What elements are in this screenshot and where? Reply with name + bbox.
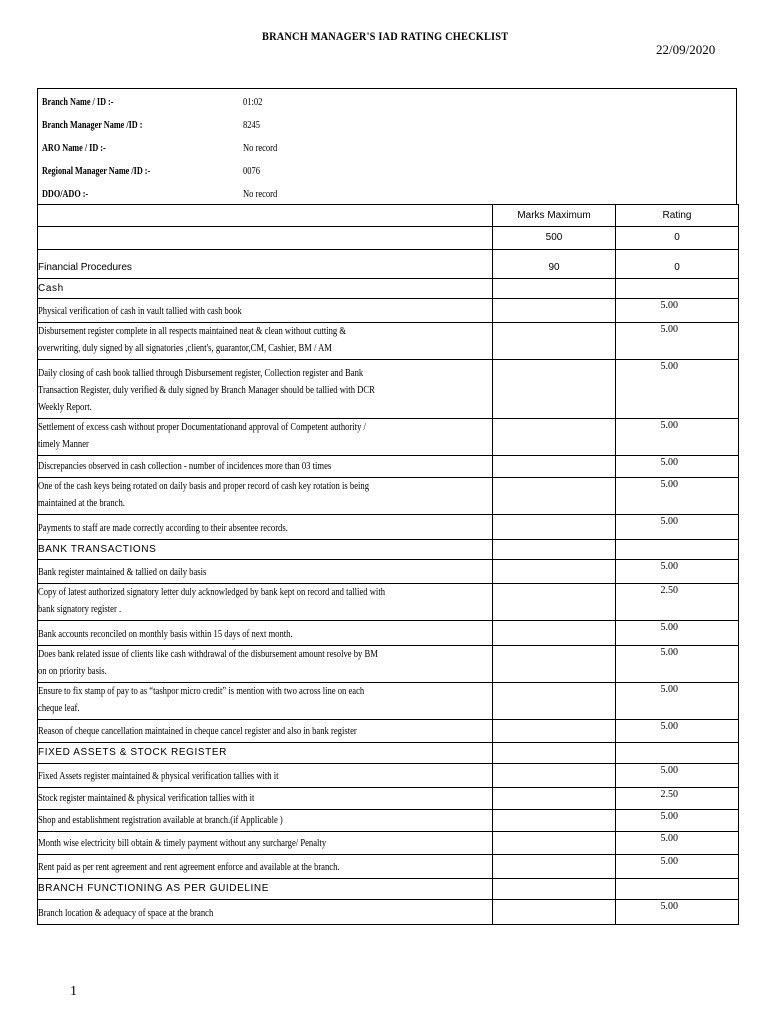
- row-max-cell: [493, 832, 616, 855]
- info-label: DDO/ADO :-: [42, 189, 89, 200]
- rating-value: 5.00: [660, 324, 678, 335]
- document-date: 22/09/2020: [656, 42, 716, 57]
- info-label: Branch Name / ID :-: [42, 97, 114, 108]
- document-title: BRANCH MANAGER'S IAD RATING CHECKLIST: [262, 31, 509, 43]
- row-max-cell: [493, 560, 616, 584]
- financial-max: 90: [493, 250, 616, 279]
- info-value: No record: [243, 143, 278, 154]
- row-description: [38, 419, 493, 456]
- row-description: [38, 299, 493, 323]
- financial-procedures-label: Financial Procedures: [38, 250, 493, 279]
- description-line: Branch location & adequacy of space at the branch: [38, 908, 214, 919]
- row-rating-cell: [616, 584, 739, 621]
- row-rating-cell: [616, 515, 739, 540]
- info-label: Branch Manager Name /ID :: [42, 120, 143, 131]
- total-max: 500: [493, 227, 616, 250]
- description-line: Weekly Report.: [38, 402, 92, 413]
- rating-value: 5.00: [660, 420, 678, 431]
- page-number: 1: [70, 984, 77, 999]
- row-description: [38, 810, 493, 832]
- row-rating-cell: [616, 299, 739, 323]
- rating-value: 5.00: [660, 765, 678, 776]
- checklist-row: [38, 419, 739, 456]
- row-rating-cell: [616, 419, 739, 456]
- info-value: No record: [243, 189, 278, 200]
- row-description: [38, 879, 493, 900]
- financial-rating: 0: [616, 250, 739, 279]
- table-cell: [38, 205, 493, 227]
- row-max-cell: [493, 419, 616, 456]
- row-max-cell: [493, 515, 616, 540]
- description-line: Reason of cheque cancellation maintained in cheque cancel register and also in bank register: [38, 726, 357, 737]
- header-rating: Rating: [616, 205, 739, 227]
- row-rating-cell: [616, 879, 739, 900]
- description-line: Rent paid as per rent agreement and rent agreement enforce and available at the branch.: [38, 862, 340, 873]
- row-rating-cell: [616, 360, 739, 419]
- row-rating-cell: [616, 832, 739, 855]
- description-line: Settlement of excess cash without proper Documentationand approval of Competent authority /: [38, 422, 366, 433]
- row-rating-cell: [616, 478, 739, 515]
- row-rating-cell: [616, 560, 739, 584]
- checklist-row: [38, 900, 739, 925]
- checklist-row: [38, 323, 739, 360]
- section-title: BANK TRANSACTIONS: [38, 543, 157, 555]
- row-max-cell: [493, 279, 616, 299]
- row-rating-cell: [616, 456, 739, 478]
- info-value: 0076: [243, 166, 260, 177]
- row-description: [38, 456, 493, 478]
- section-row: [38, 540, 739, 560]
- row-rating-cell: [616, 540, 739, 560]
- rating-value: 5.00: [660, 457, 678, 468]
- description-line: Shop and establishment registration available at branch.(if Applicable ): [38, 815, 283, 826]
- description-line: maintained at the branch.: [38, 498, 125, 509]
- row-description: [38, 743, 493, 764]
- row-description: [38, 646, 493, 683]
- row-max-cell: [493, 323, 616, 360]
- description-line: Month wise electricity bill obtain & timely payment without any surcharge/ Penalty: [38, 838, 327, 849]
- description-line: bank signatory register .: [38, 604, 122, 615]
- description-line: Bank accounts reconciled on monthly basis within 15 days of next month.: [38, 629, 293, 640]
- checklist-row: [38, 788, 739, 810]
- branch-info-box: [37, 88, 737, 205]
- checklist-row: [38, 456, 739, 478]
- row-max-cell: [493, 720, 616, 743]
- checklist-row: [38, 478, 739, 515]
- description-line: Does bank related issue of clients like cash withdrawal of the disbursement amount resolve by BM: [38, 649, 378, 660]
- description-line: Transaction Register, duly verified & duly signed by Branch Manager should be tallied with DCR: [38, 385, 375, 396]
- checklist-row: [38, 621, 739, 646]
- row-rating-cell: [616, 743, 739, 764]
- description-line: Physical verification of cash in vault tallied with cash book: [38, 306, 242, 317]
- description-line: Discrepancies observed in cash collection - number of incidences more than 03 times: [38, 461, 332, 472]
- row-max-cell: [493, 788, 616, 810]
- row-rating-cell: [616, 683, 739, 720]
- row-description: [38, 855, 493, 879]
- section-row: [38, 279, 739, 299]
- description-line: timely Manner: [38, 439, 89, 450]
- row-description: [38, 788, 493, 810]
- row-max-cell: [493, 810, 616, 832]
- row-max-cell: [493, 360, 616, 419]
- row-description: [38, 560, 493, 584]
- rating-value: 5.00: [660, 901, 678, 912]
- row-rating-cell: [616, 855, 739, 879]
- row-max-cell: [493, 683, 616, 720]
- header-marks-maximum: Marks Maximum: [493, 205, 616, 227]
- section-row: [38, 879, 739, 900]
- financial-procedures-row: [38, 250, 739, 279]
- rating-value: 5.00: [660, 516, 678, 527]
- row-description: [38, 832, 493, 855]
- total-row: [38, 227, 739, 250]
- row-max-cell: [493, 621, 616, 646]
- rating-value: 5.00: [660, 561, 678, 572]
- checklist-row: [38, 810, 739, 832]
- checklist-row: [38, 855, 739, 879]
- row-rating-cell: [616, 788, 739, 810]
- row-description: [38, 683, 493, 720]
- rating-value: 5.00: [660, 300, 678, 311]
- row-rating-cell: [616, 900, 739, 925]
- row-max-cell: [493, 764, 616, 788]
- checklist-row: [38, 720, 739, 743]
- info-label: ARO Name / ID :-: [42, 143, 106, 154]
- rating-value: 5.00: [660, 622, 678, 633]
- row-rating-cell: [616, 764, 739, 788]
- description-line: Payments to staff are made correctly according to their absentee records.: [38, 523, 288, 534]
- description-line: overwriting, duly signed by all signatories ,client's, guarantor,CM, Cashier, BM / AM: [38, 343, 332, 354]
- info-value: 01:02: [243, 97, 263, 108]
- row-description: [38, 584, 493, 621]
- description-line: cheque leaf.: [38, 703, 80, 714]
- row-description: [38, 478, 493, 515]
- rating-value: 5.00: [660, 856, 678, 867]
- row-description: [38, 360, 493, 419]
- info-value: 8245: [243, 120, 260, 131]
- rating-value: 5.00: [660, 833, 678, 844]
- row-rating-cell: [616, 279, 739, 299]
- checklist-row: [38, 832, 739, 855]
- info-label: Regional Manager Name /ID :-: [42, 166, 151, 177]
- checklist-table: [37, 204, 739, 925]
- row-description: [38, 621, 493, 646]
- row-max-cell: [493, 743, 616, 764]
- table-header-row: [38, 205, 739, 227]
- row-max-cell: [493, 456, 616, 478]
- description-line: Bank register maintained & tallied on daily basis: [38, 567, 207, 578]
- checklist-row: [38, 584, 739, 621]
- section-title: FIXED ASSETS & STOCK REGISTER: [38, 747, 227, 758]
- checklist-row: [38, 515, 739, 540]
- rating-value: 5.00: [660, 361, 678, 372]
- checklist-row: [38, 299, 739, 323]
- description-line: Fixed Assets register maintained & physical verification tallies with it: [38, 771, 279, 782]
- checklist-row: [38, 560, 739, 584]
- rating-value: 5.00: [660, 684, 678, 695]
- section-title: BRANCH FUNCTIONING AS PER GUIDELINE: [38, 883, 270, 894]
- row-max-cell: [493, 646, 616, 683]
- row-max-cell: [493, 855, 616, 879]
- description-line: Ensure to fix stamp of pay to as “tashpor micro credit” is mention with two across line on each: [38, 686, 365, 697]
- rating-value: 5.00: [660, 811, 678, 822]
- checklist-row: [38, 683, 739, 720]
- section-title: Cash: [38, 282, 64, 294]
- row-rating-cell: [616, 810, 739, 832]
- row-description: [38, 764, 493, 788]
- rating-value: 2.50: [660, 585, 678, 596]
- row-rating-cell: [616, 621, 739, 646]
- row-description: [38, 720, 493, 743]
- section-row: [38, 743, 739, 764]
- rating-value: 5.00: [660, 647, 678, 658]
- row-max-cell: [493, 879, 616, 900]
- row-description: [38, 515, 493, 540]
- row-max-cell: [493, 540, 616, 560]
- description-line: Copy of latest authorized signatory letter duly acknowledged by bank kept on record and tallied with: [38, 587, 386, 598]
- table-cell: [38, 227, 493, 250]
- row-description: [38, 323, 493, 360]
- row-rating-cell: [616, 646, 739, 683]
- description-line: One of the cash keys being rotated on daily basis and proper record of cash key rotation is being: [38, 481, 370, 492]
- checklist-row: [38, 360, 739, 419]
- row-rating-cell: [616, 323, 739, 360]
- row-max-cell: [493, 584, 616, 621]
- description-line: Daily closing of cash book tallied through Disbursement register, Collection register and Bank: [38, 368, 364, 379]
- row-max-cell: [493, 900, 616, 925]
- description-line: Stock register maintained & physical verification tallies with it: [38, 793, 255, 804]
- row-description: [38, 900, 493, 925]
- description-line: Disbursement register complete in all respects maintained neat & clean without cutting &: [38, 326, 347, 337]
- checklist-row: [38, 764, 739, 788]
- total-rating: 0: [616, 227, 739, 250]
- rating-value: 5.00: [660, 479, 678, 490]
- row-max-cell: [493, 478, 616, 515]
- row-rating-cell: [616, 720, 739, 743]
- description-line: on on priority basis.: [38, 666, 107, 677]
- rating-value: 5.00: [660, 721, 678, 732]
- checklist-row: [38, 646, 739, 683]
- rating-value: 2.50: [660, 789, 678, 800]
- row-description: [38, 540, 493, 560]
- row-description: [38, 279, 493, 299]
- row-max-cell: [493, 299, 616, 323]
